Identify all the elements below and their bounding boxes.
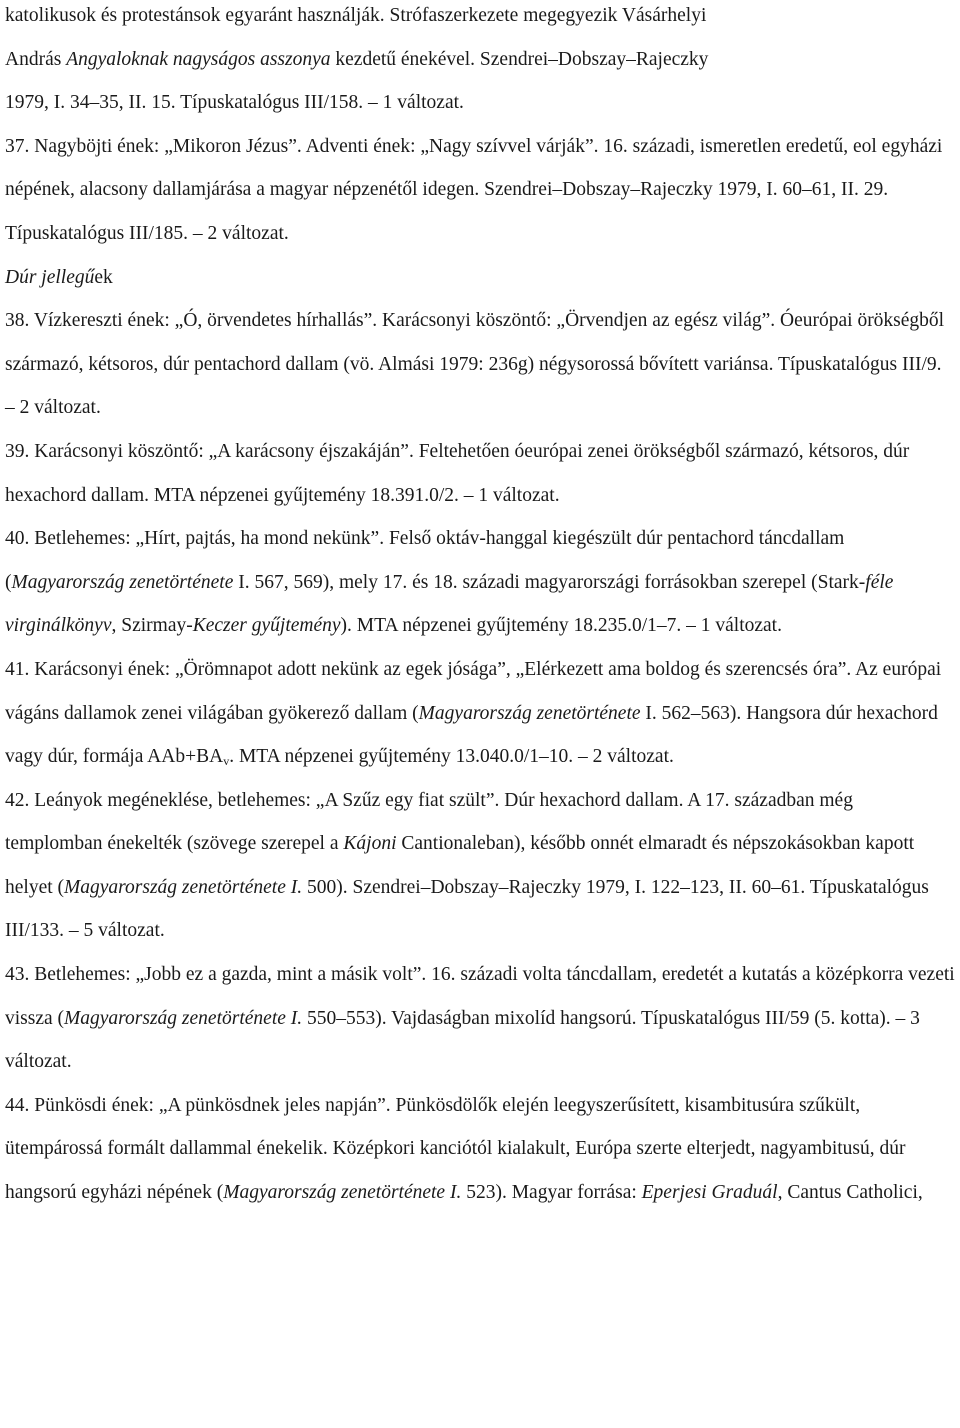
document-page bbox=[5, 0, 955, 1215]
intro-line-2c: kezdetű énekével. Szendrei–Dobszay–Rajeczky bbox=[330, 48, 709, 70]
entry-40-text-1: 40. Betlehemes: „Hírt, pajtás, ha mond nekünk”. Felső oktáv-hanggal kiegészült dúr pentachord táncdallam ( bbox=[5, 528, 845, 593]
intro-paragraph bbox=[5, 0, 955, 125]
entry-38-text: 38. Vízkereszti ének: „Ó, örvendetes hírhallás”. Karácsonyi köszöntő: „Örvendjen az egész világ”. Óeurópai örökségből származó, kétsoros, dúr pentachord dallam (vö. Almási 1979: 236g) négysorossá bővített variánsa. Típuskatalógus III/9. – 2 változat. bbox=[5, 310, 945, 419]
entry-44-book-title: Magyarország zenetörténete I. bbox=[223, 1182, 462, 1204]
intro-line-2a: András bbox=[5, 48, 67, 70]
entry-40 bbox=[5, 517, 955, 648]
entry-41-text-1: 41. Karácsonyi ének: „Örömnapot adott nekünk az egek jósága”, „Elérkezett ama boldog és szerencsés óra”. Az európai vágáns dallamok zenei világában gyökerező dallam ( bbox=[5, 658, 942, 724]
entry-39-text: 39. Karácsonyi köszöntő: „A karácsony éjszakáján”. Feltehetően óeurópai zenei örökségből származó, kétsoros, dúr hexachord dallam. MTA népzenei gyűjtemény 18.391.0/2. – 1 változat. bbox=[5, 440, 910, 506]
entry-43 bbox=[5, 953, 955, 1084]
intro-line-3: 1979, I. 34–35, II. 15. Típuskatalógus III/158. – 1 változat. bbox=[5, 92, 464, 114]
entry-37-note-italic: Dúr jellegű bbox=[5, 266, 95, 288]
entry-42-text-1: 42. Leányok megéneklése, betlehemes: „A Szűz egy fiat szült”. Dúr hexachord dallam. A 17. században még templomban énekelték (szövege szerepel a bbox=[5, 789, 853, 855]
entry-43-text-2: 550–553). Vajdaságban mixolíd hangsorú. Típuskatalógus III/59 (5. kotta). – 3 változat. bbox=[5, 1007, 920, 1073]
entry-42-text-3: 500). Szendrei–Dobszay–Rajeczky 1979, I. 122–123, II. 60–61. Típuskatalógus III/133. – 5 változat. bbox=[5, 876, 929, 942]
entry-41-text-2: I. 562–563). Hangsora dúr hexachord vagy dúr, formája AAb+BA bbox=[5, 702, 938, 768]
entry-41-text-3: . MTA népzenei gyűjtemény 13.040.0/1–10. – 2 változat. bbox=[229, 746, 674, 768]
entry-42-name: Kájoni bbox=[343, 833, 397, 855]
entry-43-book-title: Magyarország zenetörténete I. bbox=[64, 1007, 303, 1029]
entry-44-source: Eperjesi Graduál bbox=[641, 1182, 778, 1204]
entry-44-text-1: 44. Pünkösdi ének: „A pünkösdnek jeles napján”. Pünkösdölők elején leegyszerűsített, kisambitusúra szűkült, ütempárossá formált dallammal énekelik. Középkori kanciótól kialakult, Európa szerte elterjedt, nagyambitusú, dúr hangsorú egyházi népének ( bbox=[5, 1094, 906, 1204]
intro-song-title: Angyaloknak nagyságos asszonya bbox=[66, 48, 331, 70]
entry-41 bbox=[5, 648, 955, 779]
entry-40-text-2: I. 567, 569), mely 17. és 18. századi magyarországi forrásokban szerepel (Stark- bbox=[233, 571, 866, 593]
entry-40-text-4: ). MTA népzenei gyűjtemény 18.235.0/1–7. – 1 változat. bbox=[340, 615, 782, 637]
entry-44-text-3: , Cantus Catholici, bbox=[777, 1182, 923, 1204]
entry-39 bbox=[5, 430, 955, 517]
entry-43-text-1: 43. Betlehemes: „Jobb ez a gazda, mint a másik volt”. 16. századi volta táncdallam, eredetét a kutatás a középkorra vezeti vissza ( bbox=[5, 964, 955, 1029]
entry-40-book-title: Magyarország zenetörténete bbox=[11, 571, 234, 593]
entry-37-note-suffix: ek bbox=[94, 266, 113, 288]
entry-41-book-title: Magyarország zenetörténete bbox=[418, 702, 641, 724]
entry-40-source-1: féle virginálkönyv bbox=[5, 571, 894, 637]
entry-40-text-3: , Szirmay- bbox=[111, 615, 193, 637]
entry-42-book-title: Magyarország zenetörténete I. bbox=[64, 876, 303, 898]
entry-37 bbox=[5, 125, 955, 299]
intro-line-1: katolikusok és protestánsok egyaránt használják. Strófaszerkezete megegyezik Vásárhelyi bbox=[5, 5, 707, 26]
entry-42-text-2: Cantionaleban), később onnét elmaradt és népszokásokban kapott helyet ( bbox=[5, 833, 915, 898]
entry-44-text-2: 523). Magyar forrása: bbox=[461, 1182, 642, 1204]
entry-41-subscript: v bbox=[223, 754, 230, 769]
entry-44 bbox=[5, 1084, 955, 1215]
entry-37-text: 37. Nagyböjti ének: „Mikoron Jézus”. Adventi ének: „Nagy szívvel várják”. 16. századi, ismeretlen eredetű, eol egyházi népének, alacsony dallamjárása a magyar népzenétől idegen. Szendrei–Dobszay–Rajeczky 1979, I. 60–61, II. 29. Típuskatalógus III/185. – 2 változat. bbox=[5, 135, 943, 244]
entry-42 bbox=[5, 779, 955, 953]
entry-38 bbox=[5, 299, 955, 430]
entry-40-source-2: Keczer gyűjtemény bbox=[192, 615, 341, 637]
